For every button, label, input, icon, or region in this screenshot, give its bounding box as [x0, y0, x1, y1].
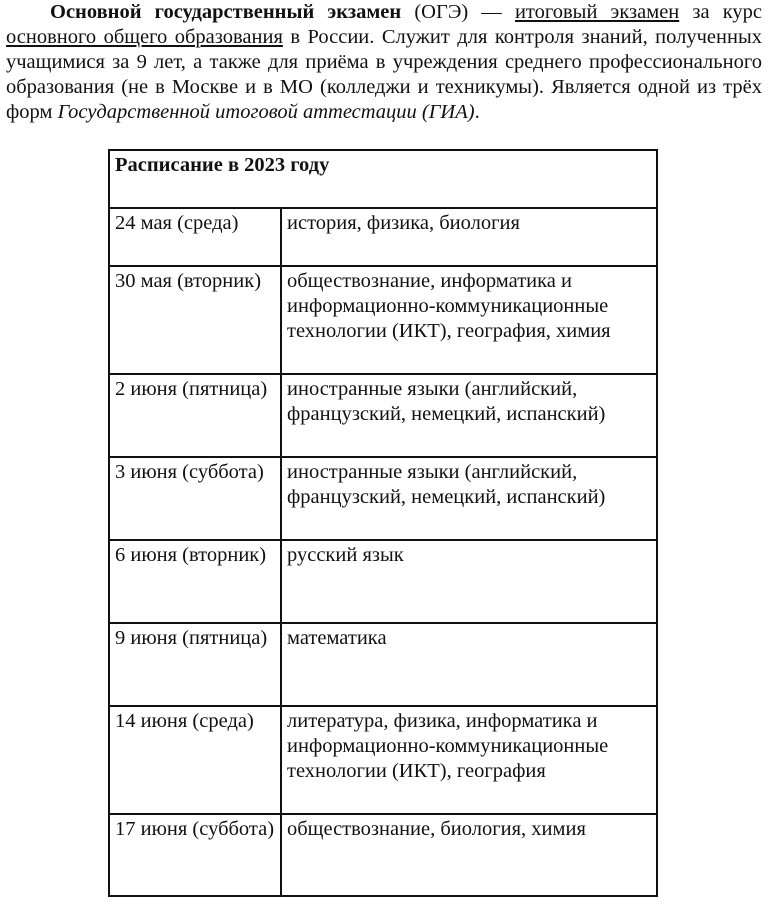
exam-subjects: иностранные языки (английский, французский, немецкий, испанский)	[281, 374, 657, 457]
table-row	[109, 208, 657, 266]
intro-text-2: в России. Служит для контроля знаний, полученных учащимися за 9 лет, а также для приёма в учреждения среднего профессионального образования (не в Москве и в МО (колледжи и техникумы). Является одной из трёх форм	[6, 26, 762, 123]
exam-date: 9 июня (пятница)	[109, 623, 281, 706]
exam-date: 24 мая (среда)	[109, 208, 281, 266]
exam-subjects: история, физика, биология	[281, 208, 657, 266]
table-row	[109, 540, 657, 623]
exam-date: 3 июня (суббота)	[109, 457, 281, 540]
exam-name: Основной государственный экзамен	[50, 1, 402, 23]
exam-date: 6 июня (вторник)	[109, 540, 281, 623]
table-row	[109, 814, 657, 896]
intro-text-1: за курс	[679, 1, 763, 23]
table-row	[109, 623, 657, 706]
intro-end: .	[474, 101, 480, 123]
schedule-table	[108, 149, 658, 897]
exam-date: 30 мая (вторник)	[109, 266, 281, 374]
table-row	[109, 706, 657, 814]
exam-date: 17 июня (суббота)	[109, 814, 281, 896]
table-row	[109, 457, 657, 540]
intro-paragraph	[6, 0, 762, 125]
exam-subjects: обществознание, информатика и информационно-коммуникационные технологии (ИКТ), география, химия	[281, 266, 657, 374]
link-basic-education[interactable]: основного общего образования	[6, 26, 283, 48]
exam-subjects: литература, физика, информатика и информационно-коммуникационные технологии (ИКТ), география	[281, 706, 657, 814]
exam-subjects: иностранные языки (английский, французский, немецкий, испанский)	[281, 457, 657, 540]
exam-subjects: математика	[281, 623, 657, 706]
exam-abbr: (ОГЭ) —	[401, 1, 515, 23]
gia-name: Государственной итоговой аттестации (ГИА)	[57, 101, 475, 123]
table-row	[109, 266, 657, 374]
link-final-exam[interactable]: итоговый экзамен	[514, 1, 680, 23]
table-row	[109, 374, 657, 457]
exam-subjects: русский язык	[281, 540, 657, 623]
schedule-title: Расписание в 2023 году	[109, 150, 657, 208]
exam-date: 2 июня (пятница)	[109, 374, 281, 457]
exam-date: 14 июня (среда)	[109, 706, 281, 814]
exam-subjects: обществознание, биология, химия	[281, 814, 657, 896]
